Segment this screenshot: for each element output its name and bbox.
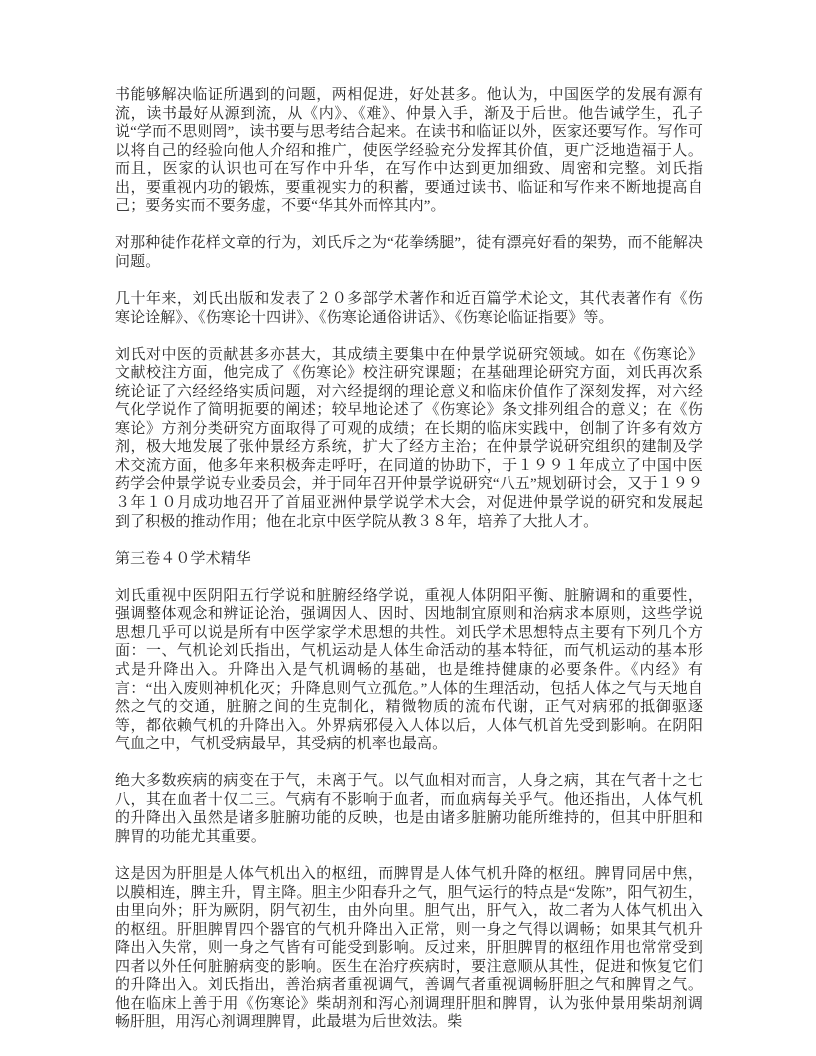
paragraph-3: 几十年来，刘氏出版和发表了２０多部学术著作和近百篇学术论文，其代表著作有《伤寒论诠解》、《伤寒论十四讲》、《伤寒论通俗讲话》、《伤寒论临证指要》等。 <box>115 291 703 326</box>
paragraph-2: 对那种徒作花样文章的行为，刘氏斥之为“花拳绣腿”，徒有漂亮好看的架势，而不能解决问题。 <box>115 235 703 270</box>
section-heading: 第三卷４０学术精华 <box>115 550 251 567</box>
paragraph-6: 绝大多数疾病的病变在于气，未离于气。以气血相对而言，人身之病，其在气者十之七八，其在血者十仅二三。气病有不影响于血者，而血病每关乎气。他还指出，人体气机的升降出入虽然是诸多脏腑功能的反映，也是由诸多脏腑功能所维持的，但其中肝胆和脾胃的功能尤其重要。 <box>115 773 703 845</box>
text-block <box>115 86 703 1050</box>
paragraph-4: 刘氏对中医的贡献甚多亦甚大，其成绩主要集中在仲景学说研究领域。如在《伤寒论》文献校注方面，他完成了《伤寒论》校注研究课题；在基础理论研究方面，刘氏再次系统论证了六经经络实质问题，对六经提纲的理论意义和临床价值作了深刻发挥，对六经气化学说作了简明扼要的阐述；较早地论述了《伤寒论》条文排列组合的意义；在《伤寒论》方剂分类研究方面取得了可观的成绩；在长期的临床实践中，创制了许多有效方剂，极大地发展了张仲景经方系统，扩大了经方主治；在仲景学说研究组织的建制及学术交流方面，他多年来积极奔走呼吁，在同道的协助下，于１９９１年成立了中国中医药学会仲景学说专业委员会，并于同年召开仲景学说研究“八五”规划研讨会，又于１９９３年１０月成功地召开了首届亚洲仲景学说学术大会，对促进仲景学说的研究和发展起到了积极的推动作用；他在北京中医学院从教３８年，培养了大批人才。 <box>115 346 703 530</box>
paragraph-1: 书能够解决临证所遇到的问题，两相促进，好处甚多。他认为，中国医学的发展有源有流，读书最好从源到流，从《内》、《难》、仲景入手，渐及于后世。他告诫学生，孔子说“学而不思则罔”，读书要与思考结合起来。在读书和临证以外，医家还要写作。写作可以将自己的经验向他人介绍和推广，使医学经验充分发挥其价值，更广泛地造福于人。而且，医家的认识也可在写作中升华，在写作中达到更加细致、周密和完整。刘氏指出，要重视内功的锻炼，要重视实力的积蓄，要通过读书、临证和写作来不断地提高自己；要务实而不要务虚，不要“华其外而悴其内”。 <box>115 87 703 215</box>
paragraph-5: 刘氏重视中医阴阳五行学说和脏腑经络学说，重视人体阴阳平衡、脏腑调和的重要性，强调整体观念和辨证论治，强调因人、因时、因地制宜原则和治病求本原则，这些学说思想几乎可以说是所有中医学家学术思想的共性。刘氏学术思想特点主要有下列几个方面：一、气机论刘氏指出，气机运动是人体生命活动的基本特征，而气机运动的基本形式是升降出入。升降出入是气机调畅的基础，也是维持健康的必要条件。《内经》有言：“出入废则神机化灭；升降息则气立孤危。”人体的生理活动，包括人体之气与天地自然之气的交通，脏腑之间的生克制化，精微物质的流布代谢，正气对病邪的抵御驱逐等，都依赖气机的升降出入。外界病邪侵入人体以后，人体气机首先受到影响。在阴阳气血之中，气机受病最早，其受病的机率也最高。 <box>115 587 703 753</box>
paragraph-7: 这是因为肝胆是人体气机出入的枢纽，而脾胃是人体气机升降的枢纽。脾胃同居中焦，以膜相连，脾主升，胃主降。胆主少阳春升之气，胆气运行的特点是“发陈”，阳气初生，由里向外；肝为厥阴，阴气初生，由外向里。胆气出，肝气入，故二者为人体气机出入的枢纽。肝胆脾胃四个器官的气机升降出入正常，则一身之气得以调畅；如果其气机升降出入失常，则一身之气皆有可能受到影响。反过来，肝胆脾胃的枢纽作用也常常受到四者以外任何脏腑病变的影响。医生在治疗疾病时，要注意顺从其性，促进和恢复它们的升降出入。刘氏指出，善治病者重视调气，善调气者重视调畅肝胆之气和脾胃之气。他在临床上善于用《伤寒论》柴胡剂和泻心剂调理肝胆和脾胃，认为张仲景用柴胡剂调畅肝胆，用泻心剂调理脾胃，此最堪为后世效法。柴 <box>115 865 703 1031</box>
